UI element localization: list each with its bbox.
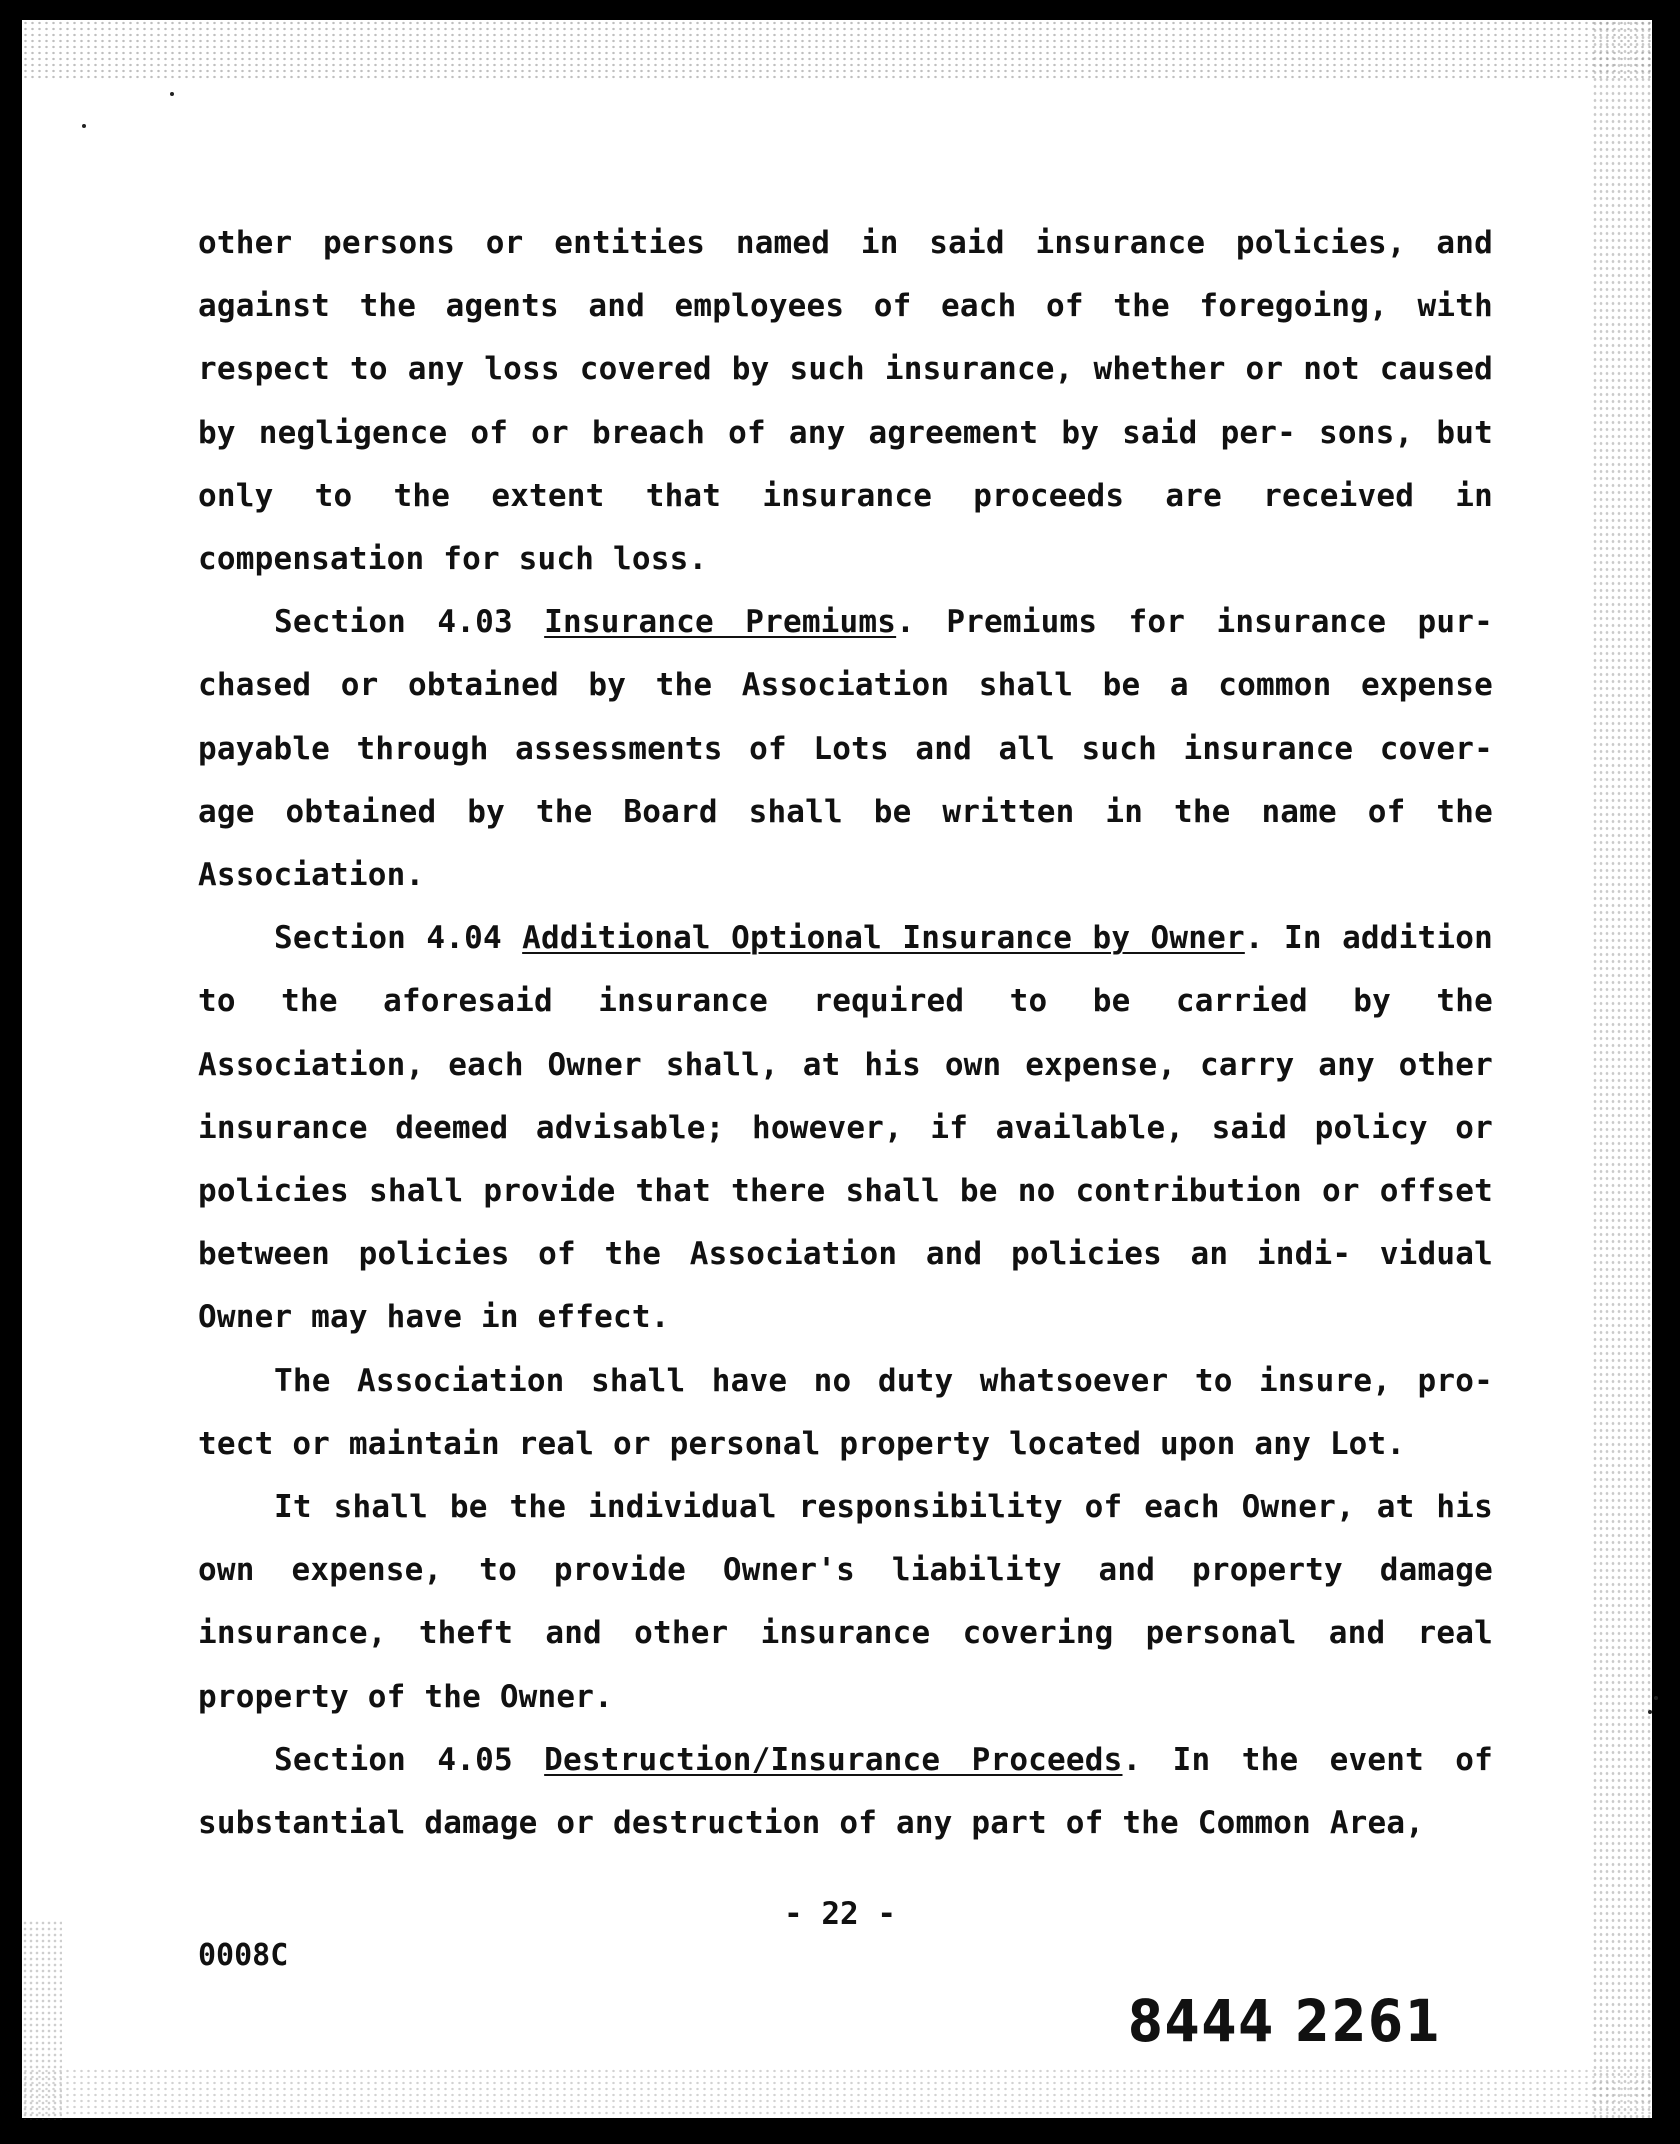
speck xyxy=(170,92,174,96)
section-heading: Insurance Premiums xyxy=(544,604,897,641)
section-heading: Destruction/Insurance Proceeds xyxy=(544,1741,1123,1778)
speck xyxy=(82,124,86,128)
paragraph-text: The Association shall have no duty whatsoever to insure, pro- tect or maintain real or personal property located upon any Lot. xyxy=(198,1362,1493,1462)
paragraph-text: . Premiums for insurance pur- chased or obtained by the Association shall be a common expense payable through assessments of Lots and all such insurance cover- age obtained by the Board shall be written in the name of the Association. xyxy=(198,604,1493,894)
paragraph-text: It shall be the individual responsibility of each Owner, at his own expense, to provide Owner's liability and property damage insurance, theft and other insurance covering personal and real property of the Owner. xyxy=(198,1489,1493,1715)
scan-border-left xyxy=(0,0,22,2144)
scan-noise-top xyxy=(22,20,1652,80)
paragraph xyxy=(198,1476,1493,1729)
scan-border-bottom xyxy=(0,2118,1680,2144)
paragraph-text: . In addition to the aforesaid insurance required to be carried by the Association, each Owner shall, at his own expense, carry any other insurance deemed advisable; however, if available, said policy or policies shall provide that there shall be no contribution or offset between policies of the Association and policies an indi- vidual Owner may have in effect. xyxy=(198,920,1493,1336)
paragraph xyxy=(198,591,1493,907)
document-body xyxy=(198,212,1493,1855)
paragraph xyxy=(198,1350,1493,1476)
section-heading: Additional Optional Insurance by Owner xyxy=(522,920,1245,957)
scan-noise-bottom xyxy=(22,2068,1652,2118)
paragraph-text: Section 4.04 xyxy=(274,920,523,957)
paragraph-text: Section 4.05 xyxy=(274,1741,545,1778)
speck xyxy=(1654,1696,1658,1700)
paragraph xyxy=(198,907,1493,1349)
page-number: - 22 - xyxy=(784,1896,896,1932)
speck xyxy=(1648,1710,1652,1714)
scan-border-right xyxy=(1652,0,1680,2144)
paragraph xyxy=(198,212,1493,591)
document-code: 0008C xyxy=(198,1938,289,1973)
scan-noise-right xyxy=(1592,20,1652,2118)
record-stamp-number: 8444 2261 xyxy=(1128,1988,1442,2055)
scan-border-top xyxy=(0,0,1680,20)
paragraph-text: other persons or entities named in said insurance policies, and against the agents and employees of each of the foregoing, with respect to any loss covered by such insurance, whether or not caused by negligence of or breach of any agreement by said per- sons, but only to the extent that insurance proceeds are received in compensation for such loss. xyxy=(198,225,1493,578)
paragraph-text: . In the event of substantial damage or destruction of any part of the Common Area, xyxy=(198,1741,1493,1842)
paragraph-text: Section 4.03 xyxy=(274,604,545,641)
paragraph xyxy=(198,1729,1493,1855)
